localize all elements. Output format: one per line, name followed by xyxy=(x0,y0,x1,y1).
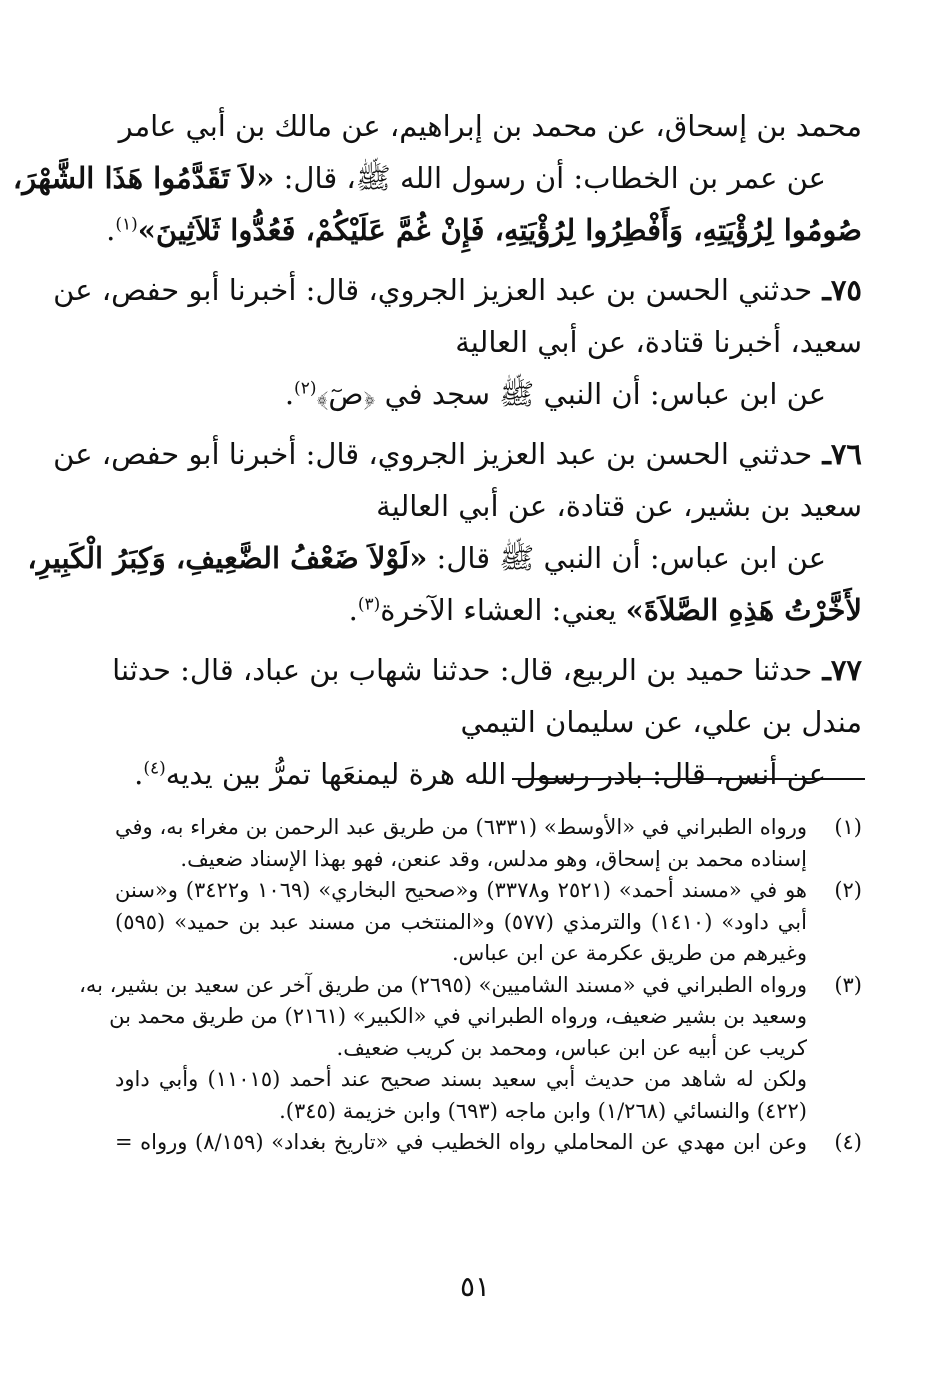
isnad-line: سعيد، أخبرنا قتادة، عن أبي العالية xyxy=(455,325,862,359)
footnote-line: ورواه الطبراني في «الأوسط» (٦٣٣١) من طريق عبد الرحمن بن مغراء به، وفي xyxy=(115,815,807,839)
main-text xyxy=(12,100,862,800)
footnote xyxy=(79,970,862,1128)
hadith-line xyxy=(106,204,862,256)
footnote-line: (٤٢٢) والنسائي (١/٢٦٨) وابن ماجه (٦٩٣) وابن خزيمة (٣٤٥). xyxy=(279,1098,807,1123)
footnote-number: (١) xyxy=(834,815,862,839)
footnote-line: وغيرهم من طريق عكرمة عن ابن عباس. xyxy=(451,941,807,965)
footnote-line: كريب عن أبيه عن ابن عباس، ومحمد بن كريب ضعيف. xyxy=(336,1035,807,1060)
footnote-line: ولكن له شاهد من حديث أبي سعيد بسند صحيح عند أحمد (١١٠١٥) وأبي داود xyxy=(115,1067,807,1091)
hadith-number-line xyxy=(53,428,862,480)
hadith-quote: صُومُوا لِرُؤْيَتِهِ، وَأَفْطِرُوا لِرُؤْيَتِهِ، فَإِنْ غُمَّ عَلَيْكُمْ، فَعُدُّوا ثَلاَثِينَ» xyxy=(137,213,862,247)
hadith-line xyxy=(27,532,862,584)
footnote-line: وعن ابن مهدي عن المحاملي رواه الخطيب في «تاريخ بغداد» (٨/١٥٩) ورواه = xyxy=(115,1130,807,1154)
footnote-line: إسناده محمد بن إسحاق، وهو مدلس، وقد عنعن، فهو بهذا الإسناد ضعيف. xyxy=(180,846,807,871)
hadith-line xyxy=(115,368,862,420)
footnote xyxy=(115,875,862,970)
footnote-line: أبي داود» (١٤١٠) والترمذي (٥٧٧) و«المنتخب من مسند عبد بن حميد» (٥٩٥) xyxy=(115,909,807,934)
footnote xyxy=(115,812,862,875)
hadith-text: . xyxy=(284,377,295,411)
hadith-number: ٧٧ـ xyxy=(812,653,862,687)
hadith-line xyxy=(115,584,862,636)
footnote-line: ورواه الطبراني في «مسند الشاميين» (٢٦٩٥) من طريق آخر عن سعيد بن بشير، به، xyxy=(79,972,807,997)
isnad-line: مندل بن علي، عن سليمان التيمي xyxy=(460,705,862,739)
hadith-text: عن ابن عباس: أن النبي ﷺ قال: xyxy=(427,541,826,575)
hadith-number-line xyxy=(53,264,862,316)
isnad-text: حدثنا حميد بن الربيع، قال: حدثنا شهاب بن عباد، قال: حدثنا xyxy=(112,653,813,687)
footnote-number: (٣) xyxy=(834,972,862,997)
hadith-number: ٧٦ـ xyxy=(812,437,862,471)
hadith-line xyxy=(12,152,862,204)
hadith-text: . xyxy=(348,593,358,627)
footnote-number: (٤) xyxy=(834,1130,862,1154)
footnote-ref: (٤) xyxy=(143,758,166,779)
hadith-text: . xyxy=(134,757,144,791)
hadith-line xyxy=(115,748,862,800)
hadith-text: عن ابن عباس: أن النبي ﷺ سجد في ﴿صٓ﴾ xyxy=(316,377,826,411)
hadith-text: عن عمر بن الخطاب: أن رسول الله ﷺ، قال: xyxy=(274,161,826,195)
hadith-quote: «لَوْلاَ ضَعْفُ الضَّعِيفِ، وَكِبَرُ الْكَبِيرِ، xyxy=(27,541,428,575)
footnotes xyxy=(79,812,862,1159)
isnad-line: محمد بن إسحاق، عن محمد بن إبراهيم، عن مالك بن أبي عامر xyxy=(118,109,862,143)
footnote xyxy=(115,1127,862,1159)
hadith-quote: «لاَ تَقَدَّمُوا هَذَا الشَّهْرَ، xyxy=(12,161,275,195)
page-number: ٥١ xyxy=(459,1270,491,1303)
footnote-line: وسعيد بن بشير ضعيف، ورواه الطبراني في «الكبير» (٢١٦١) من طريق محمد بن xyxy=(109,1004,807,1028)
footnote-ref: (٢) xyxy=(294,378,317,399)
footnote-ref: (١) xyxy=(115,214,138,235)
hadith-text: يعني: العشاء الآخرة xyxy=(380,593,626,627)
footnote-number: (٢) xyxy=(834,878,862,902)
footnote-separator xyxy=(512,778,865,780)
hadith-text: عن أنس، قال: بادر رسول الله هرة ليمنعَها تمرُّ بين يديه xyxy=(165,757,826,791)
hadith-text: . xyxy=(106,213,116,247)
isnad-text: حدثني الحسن بن عبد العزيز الجروي، قال: أخبرنا أبو حفص، عن xyxy=(53,437,813,471)
isnad-text: حدثني الحسن بن عبد العزيز الجروي، قال: أخبرنا أبو حفص، عن xyxy=(53,273,813,307)
footnote-ref: (٣) xyxy=(357,594,381,615)
footnote-line: هو في «مسند أحمد» (٢٥٢١ و٣٣٧٨) و«صحيح البخاري» (١٠٦٩ و٣٤٢٢) و«سنن xyxy=(115,878,807,902)
hadith-quote: لأَخَّرْتُ هَذِهِ الصَّلاَةَ» xyxy=(625,593,862,627)
isnad-line: سعيد بن بشير، عن قتادة، عن أبي العالية xyxy=(376,489,862,523)
hadith-number-line xyxy=(112,644,862,696)
hadith-number: ٧٥ـ xyxy=(812,273,862,307)
